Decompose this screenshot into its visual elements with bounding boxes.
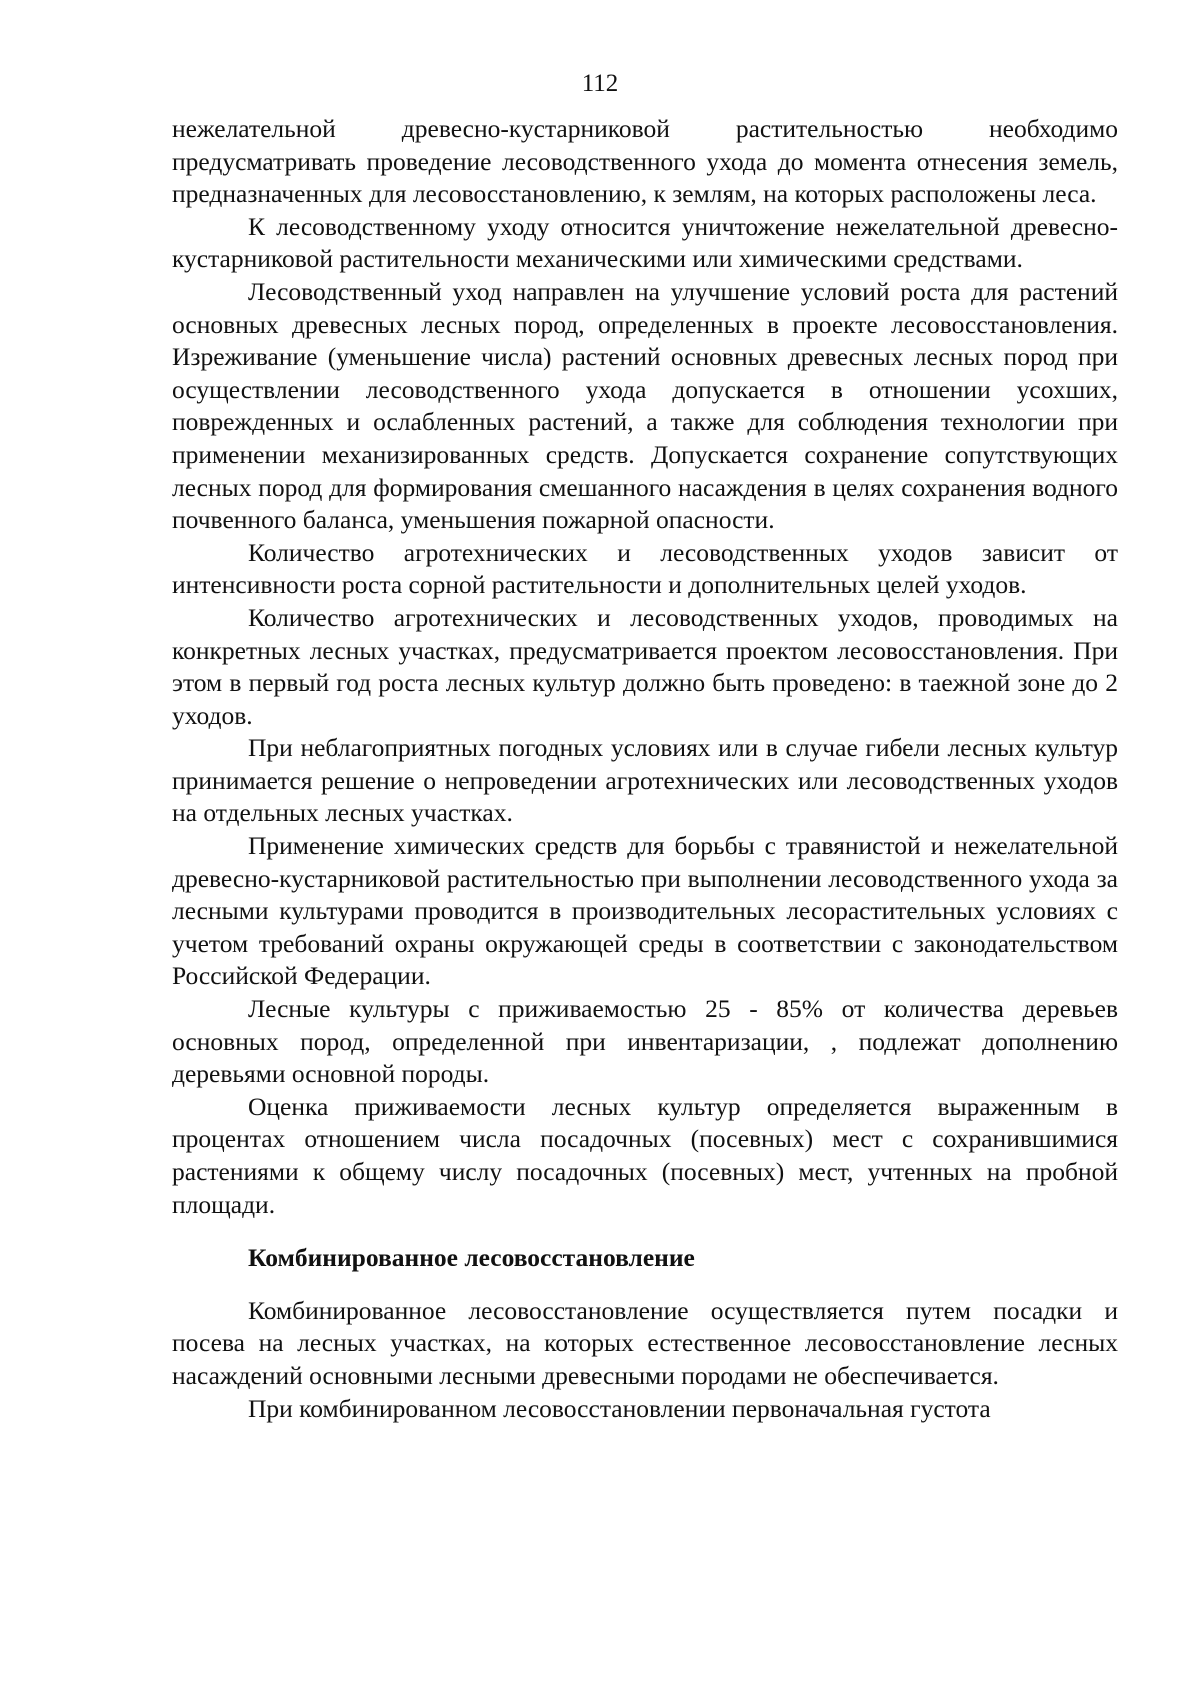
paragraph-combined-reforestation-density: При комбинированном лесовосстановлении первоначальная густота bbox=[248, 1393, 991, 1423]
page-number: 112 bbox=[581, 70, 619, 97]
paragraph-silvicultural-care-definition: К лесоводственному уходу относится уничтожение нежелательной древесно-кустарниковой растительности механическими или химическими средствами. bbox=[172, 211, 1118, 274]
paragraph-unfavorable-conditions: При неблагоприятных погодных условиях или в случае гибели лесных культур принимается решение о непроведении агротехнических или лесоводственных уходов на отдельных лесных участках. bbox=[172, 733, 1118, 828]
paragraph-silvicultural-care-purpose: Лесоводственный уход направлен на улучшение условий роста для растений основных древесных лесных пород, определенных в проекте лесовосстановления. Изреживание (уменьшение числа) растений основных древесных лесных пород при осуществлении лесоводственного ухода допускается в отношении усохших, поврежденных и ослабленных растений, а также для соблюдения технологии при применении механизированных средств. Допускается сохранение сопутствующих лесных пород для формирования смешанного насаждения в целях сохранения водного почвенного баланса, уменьшения пожарной опасности. bbox=[172, 276, 1118, 535]
section-heading: Комбинированное лесовосстановление bbox=[248, 1243, 695, 1273]
paragraph-chemical-means: Применение химических средств для борьбы с травянистой и нежелательной древесно-кустарниковой растительностью при выполнении лесоводственного ухода за лесными культурами проводится в производительных лесорастительных условиях с учетом требований охраны окружающей среды в соответствии с законодательством Российской Федерации. bbox=[172, 831, 1118, 991]
paragraph-care-count-project: Количество агротехнических и лесоводственных уходов, проводимых на конкретных лесных участках, предусматривается проектом лесовосстановления. При этом в первый год роста лесных культур должно быть проведено: в таежной зоне до 2 уходов. bbox=[172, 602, 1118, 730]
document-body bbox=[172, 113, 1118, 1425]
paragraph-care-count-factors: Количество агротехнических и лесоводственных уходов зависит от интенсивности роста сорной растительности и дополнительных целей уходов. bbox=[172, 537, 1118, 600]
paragraph-survival-rate-supplement: Лесные культуры с приживаемостью 25 - 85% от количества деревьев основных пород, определенной при инвентаризации, , подлежат дополнению деревьями основной породы. bbox=[172, 994, 1118, 1089]
paragraph-survival-rate-assessment: Оценка приживаемости лесных культур определяется выраженным в процентах отношением числа посадочных (посевных) мест с сохранившимися растениями к общему числу посадочных (посевных) мест, учтенных на пробной площади. bbox=[172, 1091, 1118, 1219]
paragraph-continuation: нежелательной древесно-кустарниковой растительностью необходимо предусматривать проведение лесоводственного ухода до момента отнесения земель, предназначенных для лесовосстановлению, к землям, на которых расположены леса. bbox=[172, 114, 1118, 209]
paragraph-combined-reforestation-definition: Комбинированное лесовосстановление осуществляется путем посадки и посева на лесных участках, на которых естественное лесовосстановление лесных насаждений основными лесными древесными породами не обеспечивается. bbox=[172, 1295, 1118, 1390]
